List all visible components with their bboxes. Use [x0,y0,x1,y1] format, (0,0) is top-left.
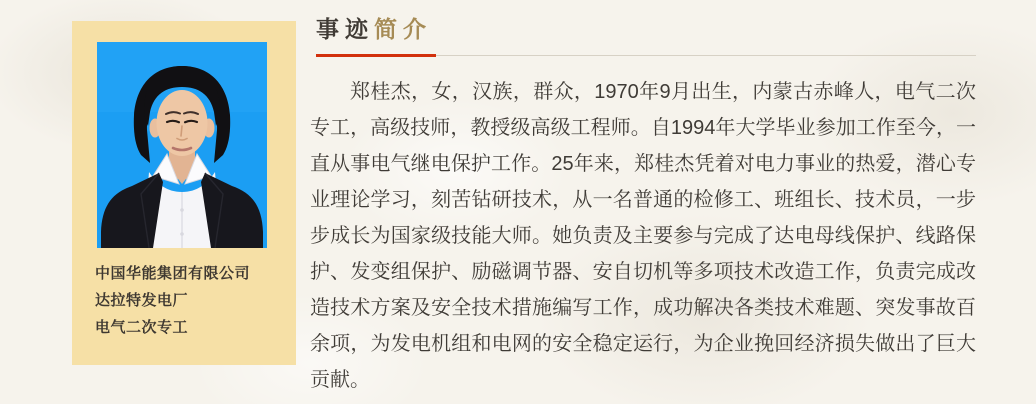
title-rule [310,54,976,57]
org-plant-line: 达拉特发电厂 [95,292,189,309]
org-company-line: 中国华能集团有限公司 [95,265,251,282]
org-role-line: 电气二次专工 [95,319,189,336]
portrait-illustration [97,42,267,248]
title-divider-line [436,55,976,56]
bio-paragraph: 郑桂杰，女，汉族，群众，1970年9月出生，内蒙古赤峰人，电气二次专工，高级技师，教授级高级工程师。自1994年大学毕业参加工作至今，一直从事电气继电保护工作。25年来，郑桂杰凭着对电力事业的热爱，潜心专业理论学习，刻苦钻研技术，从一名普通的检修工、班组长、技术员，一步步成长为国家级技能大师。她负责及主要参与完成了达电母线保护、线路保护、发变组保护、励磁调节器、安自切机等多项技术改造工作，负责完成改造技术方案及安全技术措施编写工作，成功解决各类技术难题、突发事故百余项，为发电机组和电网的安全稳定运行，为企业挽回经济损失做出了巨大贡献。 [310,81,976,391]
section-title-part1: 事迹 [316,16,374,42]
section-title-part2: 简介 [374,16,432,42]
profile-card [72,21,296,365]
portrait-photo [97,42,267,248]
title-underline-accent [316,54,436,57]
section-title [310,14,976,44]
profile-org-block [95,260,286,341]
bio-section [310,14,976,398]
